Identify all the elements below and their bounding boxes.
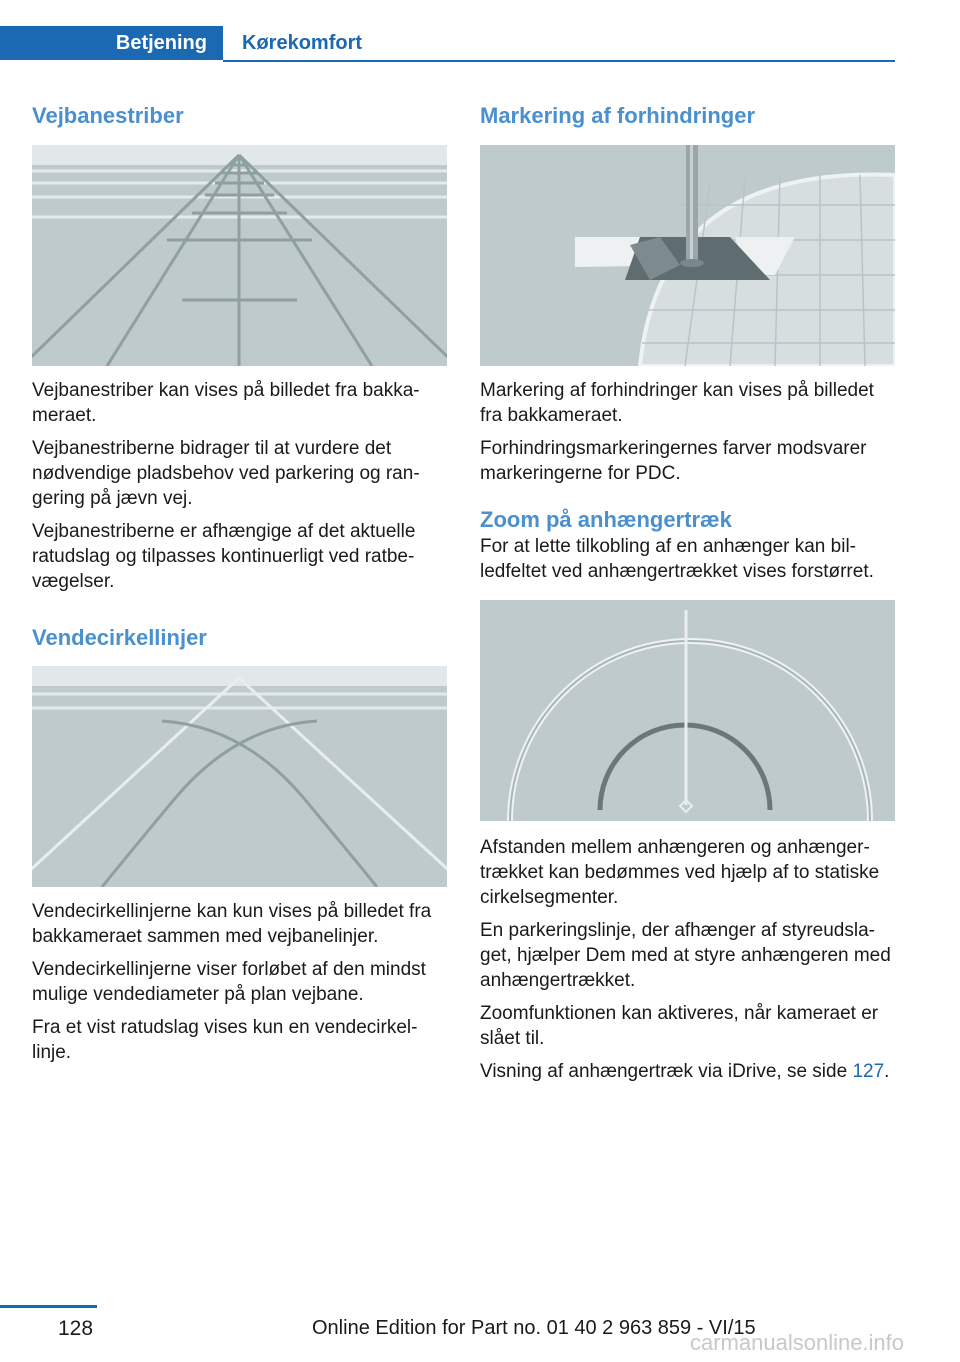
paragraph: Vejbanestriberne bidrager til at vurdere det nødvendige pladsbehov ved parkering og rangering på jævn vej. (32, 438, 420, 509)
trailer-hitch-zoom-figure (480, 600, 895, 821)
left-column (32, 100, 447, 1073)
tab-betjening[interactable]: Betjening (0, 26, 223, 60)
edition-text: Online Edition for Part no. 01 40 2 963 859 - VI/15 (312, 1317, 756, 1339)
obstacle-marking-figure (480, 145, 895, 366)
paragraph: Zoomfunktionen kan aktiveres, når kameraet er slået til. (480, 1003, 879, 1049)
section-title-vendecirkellinjer: Vendecirkellinjer (32, 625, 207, 650)
paragraph: Vendecirkellinjerne kan kun vises på billedet fra bakkameraet sammen med vejbanelinjer. (32, 901, 432, 947)
reference-suffix: . (884, 1061, 890, 1082)
header-divider (223, 60, 895, 62)
paragraph-reference (480, 1059, 895, 1084)
right-column (480, 100, 895, 1092)
lane-lines-figure (32, 145, 447, 366)
footer-divider (0, 1305, 97, 1308)
turning-circle-figure (32, 666, 447, 887)
paragraph: Fra et vist ratudslag vises kun en vendecirkellinje. (32, 1017, 418, 1063)
paragraph: Vejbanestriber kan vises på billedet fra bakkameraet. (32, 380, 420, 426)
tab-korekomfort[interactable]: Kørekomfort (242, 31, 363, 54)
page-header (0, 26, 895, 62)
paragraph: Vendecirkellinjerne viser forløbet af den mindst mulige vendediameter på plan vejbane. (32, 959, 426, 1005)
watermark: carmanualsonline.info (690, 1330, 905, 1355)
paragraph: Markering af forhindringer kan vises på billedet fra bakkameraet. (480, 380, 874, 426)
paragraph: For at lette tilkobling af en anhænger kan billedfeltet ved anhængertrækket vises forstørret. (480, 536, 874, 582)
section-title-zoom: Zoom på anhængertræk (480, 507, 732, 532)
section-title-vejbanestriber: Vejbanestriber (32, 103, 184, 128)
paragraph: En parkeringslinje, der afhænger af styreudslaget, hjælper Dem med at styre anhængeren med anhængertrækket. (480, 920, 891, 991)
page-number: 128 (58, 1317, 94, 1340)
page-reference-link[interactable]: 127 (852, 1061, 885, 1082)
paragraph: Afstanden mellem anhængeren og anhængertrækket kan bedømmes ved hjælp af to statiske cirkelsegmenter. (480, 837, 880, 908)
section-title-markering: Markering af forhindringer (480, 103, 756, 128)
reference-text: Visning af anhængertræk via iDrive, se side (480, 1061, 853, 1082)
paragraph: Forhindringsmarkeringernes farver modsvarer markeringerne for PDC. (480, 438, 867, 484)
paragraph: Vejbanestriberne er afhængige af det aktuelle ratudslag og tilpasses kontinuerligt ved ratbevægelser. (32, 521, 416, 592)
